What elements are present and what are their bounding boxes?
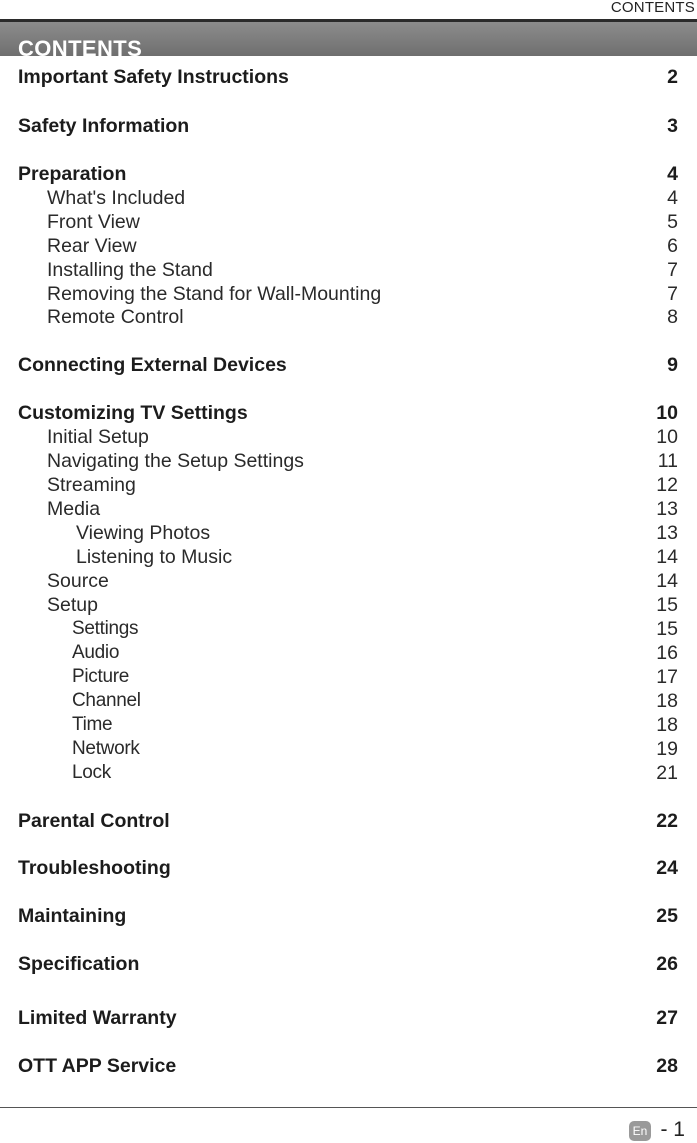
toc-entry[interactable]	[0, 546, 697, 570]
toc-entry-title: Maintaining	[18, 905, 127, 927]
running-header: CONTENTS	[610, 0, 695, 16]
toc-entry-title: OTT APP Service	[18, 1055, 177, 1077]
toc-entry[interactable]	[0, 259, 697, 283]
toc-entry-page: 2	[667, 66, 678, 88]
toc-entry[interactable]	[0, 66, 697, 90]
toc-entry[interactable]	[0, 283, 697, 307]
toc-entry-title: Limited Warranty	[18, 1007, 177, 1029]
toc-entry-title: Listening to Music	[76, 546, 233, 568]
footer-rule	[0, 1107, 697, 1108]
toc-entry[interactable]	[0, 235, 697, 259]
toc-entry-title: Streaming	[47, 474, 136, 496]
toc-entry-title: Source	[47, 570, 109, 592]
toc-entry[interactable]	[0, 594, 697, 618]
toc-entry[interactable]	[0, 354, 697, 378]
toc-entry-title: Preparation	[18, 163, 127, 185]
toc-entry-page: 15	[656, 618, 678, 640]
toc-entry-page: 14	[656, 570, 678, 592]
toc-entry-title: Connecting External Devices	[18, 354, 287, 376]
toc-entry[interactable]	[0, 642, 697, 666]
toc-entry-page: 13	[656, 522, 678, 544]
toc-entry-title: Lock	[72, 762, 111, 783]
toc-entry-page: 16	[656, 642, 678, 664]
toc-entry[interactable]	[0, 498, 697, 522]
toc-entry-title: Parental Control	[18, 810, 170, 832]
toc-entry-title: Network	[72, 738, 140, 759]
toc-entry[interactable]	[0, 450, 697, 474]
toc-entry-page: 14	[656, 546, 678, 568]
toc-entry-page: 24	[656, 857, 678, 879]
toc-entry-page: 12	[656, 474, 678, 496]
toc-entry-title: Navigating the Setup Settings	[47, 450, 304, 472]
toc-entry[interactable]	[0, 857, 697, 881]
toc-entry[interactable]	[0, 522, 697, 546]
toc-entry-title: Important Safety Instructions	[18, 66, 289, 88]
toc-entry-title: Installing the Stand	[47, 259, 213, 281]
toc-entry-page: 8	[667, 306, 678, 328]
toc-entry[interactable]	[0, 570, 697, 594]
toc-entry[interactable]	[0, 810, 697, 834]
toc-entry[interactable]	[0, 690, 697, 714]
language-badge: En	[629, 1121, 651, 1141]
toc-entry[interactable]	[0, 187, 697, 211]
toc-entry[interactable]	[0, 426, 697, 450]
toc-entry-title: Removing the Stand for Wall-Mounting	[47, 283, 382, 305]
toc-entry-page: 19	[656, 738, 678, 760]
toc-entry[interactable]	[0, 762, 697, 786]
toc-entry-title: Troubleshooting	[18, 857, 171, 879]
toc-entry-title: Remote Control	[47, 306, 184, 328]
toc-entry-title: Picture	[72, 666, 130, 687]
toc-entry-page: 27	[656, 1007, 678, 1029]
toc-entry-page: 17	[656, 666, 678, 688]
toc-entry-title: Customizing TV Settings	[18, 402, 248, 424]
toc-entry-page: 22	[656, 810, 678, 832]
toc-entry[interactable]	[0, 953, 697, 977]
toc-entry[interactable]	[0, 1007, 697, 1031]
toc-entry[interactable]	[0, 618, 697, 642]
toc-entry-page: 28	[656, 1055, 678, 1077]
page-title: CONTENTS	[18, 36, 143, 61]
toc-entry-title: Safety Information	[18, 115, 190, 137]
toc-entry-title: Audio	[72, 642, 120, 663]
toc-entry-page: 6	[667, 235, 678, 257]
toc-entry-page: 7	[667, 283, 678, 305]
toc-entry-page: 10	[656, 426, 678, 448]
toc-entry[interactable]	[0, 306, 697, 330]
toc-entry-page: 4	[667, 187, 678, 209]
toc-entry-title: Viewing Photos	[76, 522, 211, 544]
toc-entry-page: 21	[656, 762, 678, 784]
toc-entry-title: Initial Setup	[47, 426, 149, 448]
toc-entry[interactable]	[0, 163, 697, 187]
page-number: - 1	[660, 1118, 685, 1141]
toc-entry-title: Settings	[72, 618, 139, 639]
toc-entry-title: Front View	[47, 211, 140, 233]
toc-entry-page: 5	[667, 211, 678, 233]
toc-entry-page: 3	[667, 115, 678, 137]
toc-entry-title: Specification	[18, 953, 140, 975]
toc-entry-title: Channel	[72, 690, 141, 711]
toc-entry-title: What's Included	[47, 187, 186, 209]
toc-entry-page: 18	[656, 690, 678, 712]
toc-entry-page: 11	[657, 450, 678, 472]
toc-entry-page: 25	[656, 905, 678, 927]
toc-entry-page: 9	[667, 354, 678, 376]
toc-entry-page: 15	[656, 594, 678, 616]
toc-entry-page: 13	[656, 498, 678, 520]
toc-entry-page: 10	[656, 402, 678, 424]
toc-entry[interactable]	[0, 474, 697, 498]
toc-entry-title: Setup	[47, 594, 98, 616]
toc-entry[interactable]	[0, 1055, 697, 1079]
toc-entry-page: 26	[656, 953, 678, 975]
contents-banner	[0, 22, 697, 61]
toc-entry[interactable]	[0, 714, 697, 738]
toc-entry-title: Rear View	[47, 235, 137, 257]
toc-entry[interactable]	[0, 402, 697, 426]
toc-entry[interactable]	[0, 905, 697, 929]
toc-entry[interactable]	[0, 115, 697, 139]
toc-entry[interactable]	[0, 666, 697, 690]
toc-entry-page: 7	[667, 259, 678, 281]
toc-entry-page: 4	[667, 163, 678, 185]
toc-entry-title: Media	[47, 498, 101, 520]
toc-entry[interactable]	[0, 211, 697, 235]
toc-entry[interactable]	[0, 738, 697, 762]
toc-entry-title: Time	[72, 714, 113, 735]
toc-entry-page: 18	[656, 714, 678, 736]
